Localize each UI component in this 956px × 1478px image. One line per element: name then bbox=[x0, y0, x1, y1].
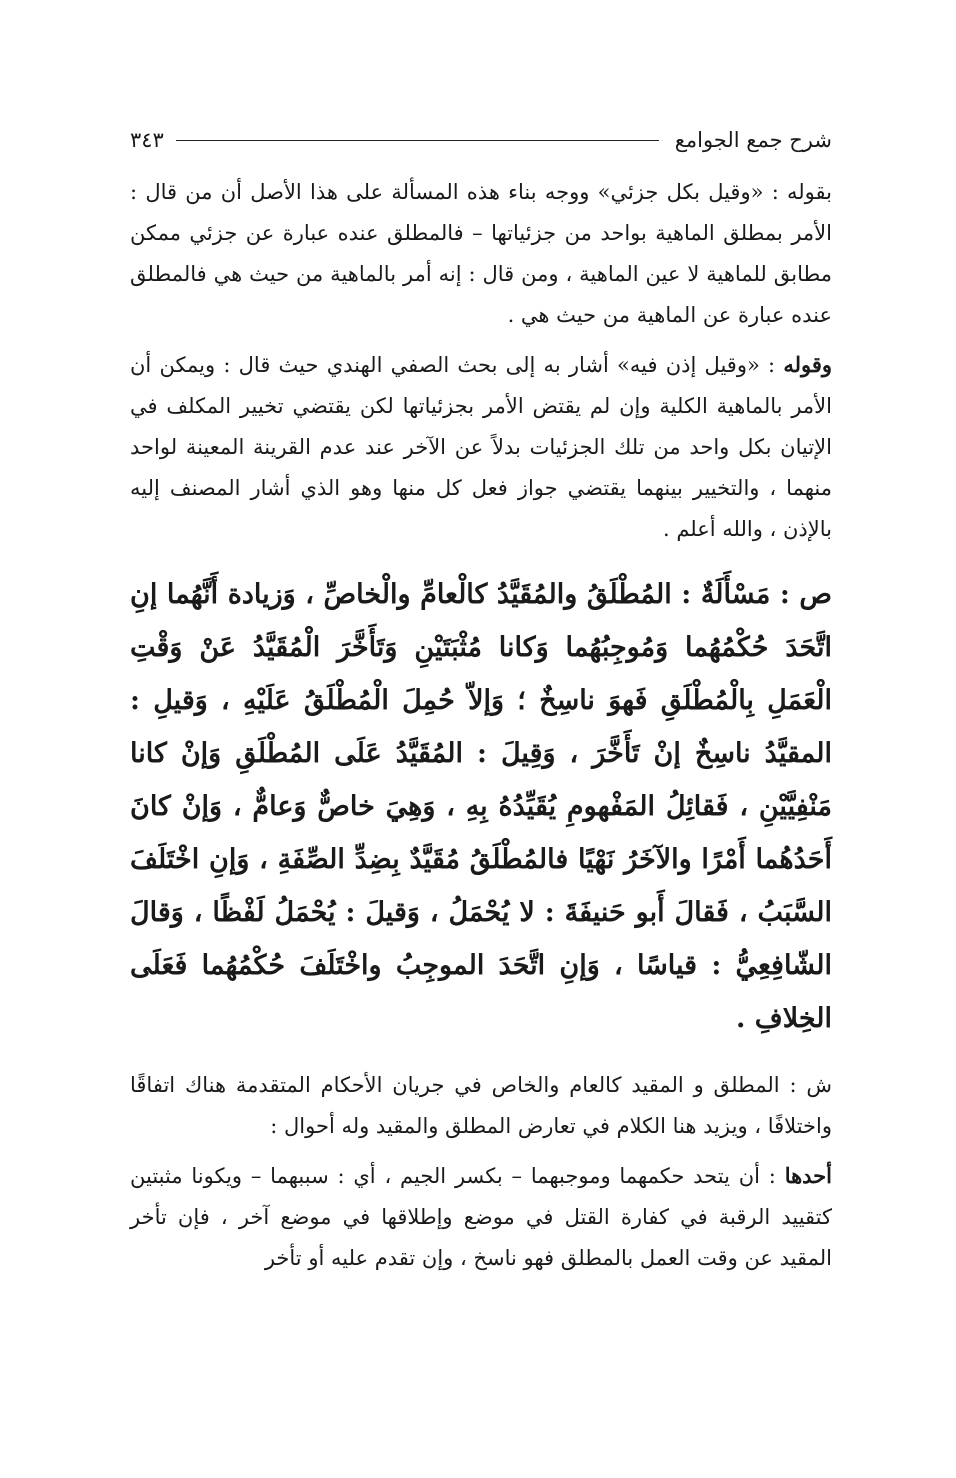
commentary-paragraph-1: ش : المطلق و المقيد كالعام والخاص في جريان الأحكام المتقدمة هناك اتفاقًا واختلافًا ، ويزيد هنا الكلام في تعارض المطلق والمقيد وله أحوال : bbox=[130, 1073, 832, 1138]
header-rule bbox=[176, 140, 659, 141]
matn-paragraph: ص : مَسْأَلَةٌ : المُطْلَقُ والمُقَيَّدُ كالْعامِّ والْخاصِّ ، وَزيادة أَنَّهُما إنِ اتَّحَدَ حُكْمُهُما وَمُوجِبُهُما وَكانا مُثْبَتَيْنِ وَتَأَخَّرَ الْمُقَيَّدُ عَنْ وَقْتِ الْعَمَلِ بِالْمُطْلَقِ فَهوَ ناسِخٌ ؛ وَإلاّ حُمِلَ الْمُطْلَقُ عَلَيْهِ ، وَقيلِ : المقيَّدُ ناسِخٌ إنْ تَأَخَّرَ ، وَقِيلَ : المُقَيَّدُ عَلَى المُطْلَقِ وَإنْ كانا مَنْفِيَّيْنِ ، فَقائِلُ المَفْهومِ يُقَيِّدُهُ بِهِ ، وَهِيَ خاصٌّ وَعامٌّ ، وَإنْ كانَ أَحَدُهُما أَمْرًا والآخَرُ نَهْيًا فالمُطْلَقُ مُقَيَّدٌ بِضِدِّ الصِّفَةِ ، وَإنِ اخْتَلَفَ السَّبَبُ ، فَقالَ أَبو حَنيفَةَ : لا يُحْمَلُ ، وَقيلَ : يُحْمَلُ لَفْظًا ، وَقالَ الشّافِعِيُّ : قياسًا ، وَإنِ اتَّحَدَ الموجِبُ واخْتَلَفَ حُكْمُهُما فَعَلَى الخِلافِ . bbox=[130, 579, 832, 1034]
book-page bbox=[130, 120, 832, 1320]
paragraph-text: : «وقيل إذن فيه» أشار به إلى بحث الصفي الهندي حيث قال : ويمكن أن الأمر بالماهية الكلية وإن لم يقتض الأمر بجزئياتها لكن يقتضي تخيير المكلف في الإتيان بكل واحد من تلك الجزئيات بدلاً عن الآخر عند عدم القرينة المعينة لواحد منهما ، والتخيير بينهما يقتضي جواز فعل كل منها وهو الذي أشار المصنف إليه بالإذن ، والله أعلم . bbox=[130, 353, 832, 541]
paragraph-text: : أن يتحد حكمهما وموجبهما – بكسر الجيم ، أي : سببهما – ويكونا مثبتين كتقييد الرقبة في كفارة القتل في موضع وإطلاقها في موضع آخر ، فإن تأخر المقيد عن وقت العمل بالمطلق فهو ناسخ ، وإن تقدم عليه أو تأخر bbox=[130, 1164, 832, 1270]
paragraph-explanation-2 bbox=[130, 344, 832, 550]
paragraph-explanation-1: بقوله : «وقيل بكل جزئي» ووجه بناء هذه المسألة على هذا الأصل أن من قال : الأمر بمطلق الماهية بواحد من جزئياتها – فالمطلق عنده عبارة عن جزئي ممكن مطابق للماهية لا عين الماهية ، ومن قال : إنه أمر بالماهية من حيث هي فالمطلق عنده عبارة عن الماهية من حيث هي . bbox=[130, 180, 832, 327]
page-number: ٣٤٣ bbox=[130, 128, 164, 152]
paragraph-lead-word: وقوله bbox=[783, 352, 832, 377]
header-title: شرح جمع الجوامع bbox=[674, 128, 832, 152]
paragraph-lead-word: أحدها bbox=[784, 1163, 832, 1188]
running-header bbox=[130, 120, 832, 160]
commentary-paragraph-2 bbox=[130, 1155, 832, 1279]
